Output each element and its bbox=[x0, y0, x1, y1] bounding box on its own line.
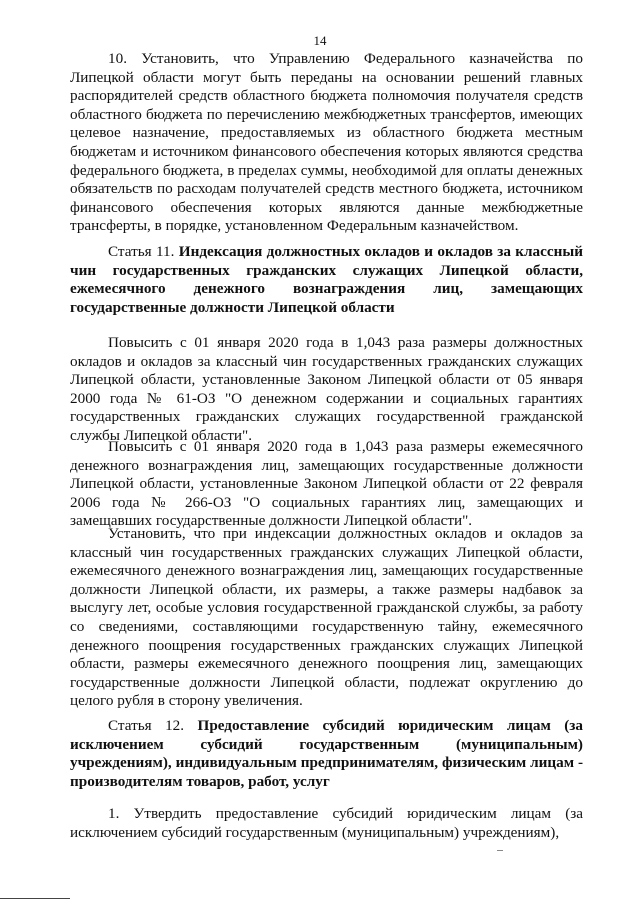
article-12-heading bbox=[70, 717, 583, 791]
paragraph-10: 10. Установить, что Управлению Федерального казначейства по Липецкой области могут быть переданы на основании решений главных распорядителей средств областного бюджета полномочия получателя средств областного бюджета по перечислению межбюджетных трансфертов, имеющих целевое назначение, предоставляемых из областного бюджета местным бюджетам и источником финансового обеспечения которых являются средства федерального бюджета, в пределах суммы, необходимой для оплаты денежных обязательств по расходам получателей средств местного бюджета, источником финансового обеспечения которых являются данные межбюджетные трансферты, в порядке, установленном Федеральным казначейством. bbox=[70, 50, 583, 235]
article-11-paragraph-2: Повысить с 01 января 2020 года в 1,043 раза размеры ежемесячного денежного вознаграждения лиц, замещающих государственные должности Липецкой области, установленные Законом Липецкой области от 22 февраля 2006 года № 266-ОЗ "О социальных гарантиях лиц, замещающих и замещавших государственные должности Липецкой области". bbox=[70, 438, 583, 530]
article-12-label: Статья 12. bbox=[108, 717, 185, 734]
article-11-heading bbox=[70, 243, 583, 317]
article-12-title: Предоставление субсидий юридическим лицам (за исключением субсидий государственным (муниципальным) учреждениям), индивидуальным предпринимателям, физическим лицам - производителям товаров, работ, услуг bbox=[70, 717, 584, 790]
scan-edge-line bbox=[0, 898, 70, 899]
page-number: 14 bbox=[313, 33, 327, 48]
article-11-paragraph-3: Установить, что при индексации должностных окладов и окладов за классный чин государственных гражданских служащих Липецкой области, ежемесячного денежного вознаграждения лиц, замещающих государственные должности Липецкой области, их размеры, а также размеры надбавок за выслугу лет, особые условия государственной гражданской службы, за работу со сведениями, составляющими государственную тайну, ежемесячного денежного поощрения государственных гражданских служащих Липецкой области, размеры ежемесячного денежного поощрения лиц, замещающих государственные должности Липецкой области, подлежат округлению до целого рубля в сторону увеличения. bbox=[70, 525, 583, 710]
article-11-label: Статья 11. bbox=[108, 243, 175, 260]
scan-mark bbox=[497, 850, 503, 851]
article-12-paragraph-1: 1. Утвердить предоставление субсидий юридическим лицам (за исключением субсидий государственным (муниципальным) учреждениям), bbox=[70, 805, 583, 841]
article-11-title: Индексация должностных окладов и окладов за классный чин государственных гражданских служащих Липецкой области, ежемесячного денежного вознаграждения лиц, замещающих государственные должности Липецкой области bbox=[70, 243, 583, 316]
article-11-paragraph-1: Повысить с 01 января 2020 года в 1,043 раза размеры должностных окладов и окладов за классный чин государственных гражданских служащих Липецкой области, установленные Законом Липецкой области от 05 января 2000 года № 61-ОЗ "О денежном содержании и социальных гарантиях государственных гражданских служащих государственной гражданской службы Липецкой области". bbox=[70, 334, 583, 444]
